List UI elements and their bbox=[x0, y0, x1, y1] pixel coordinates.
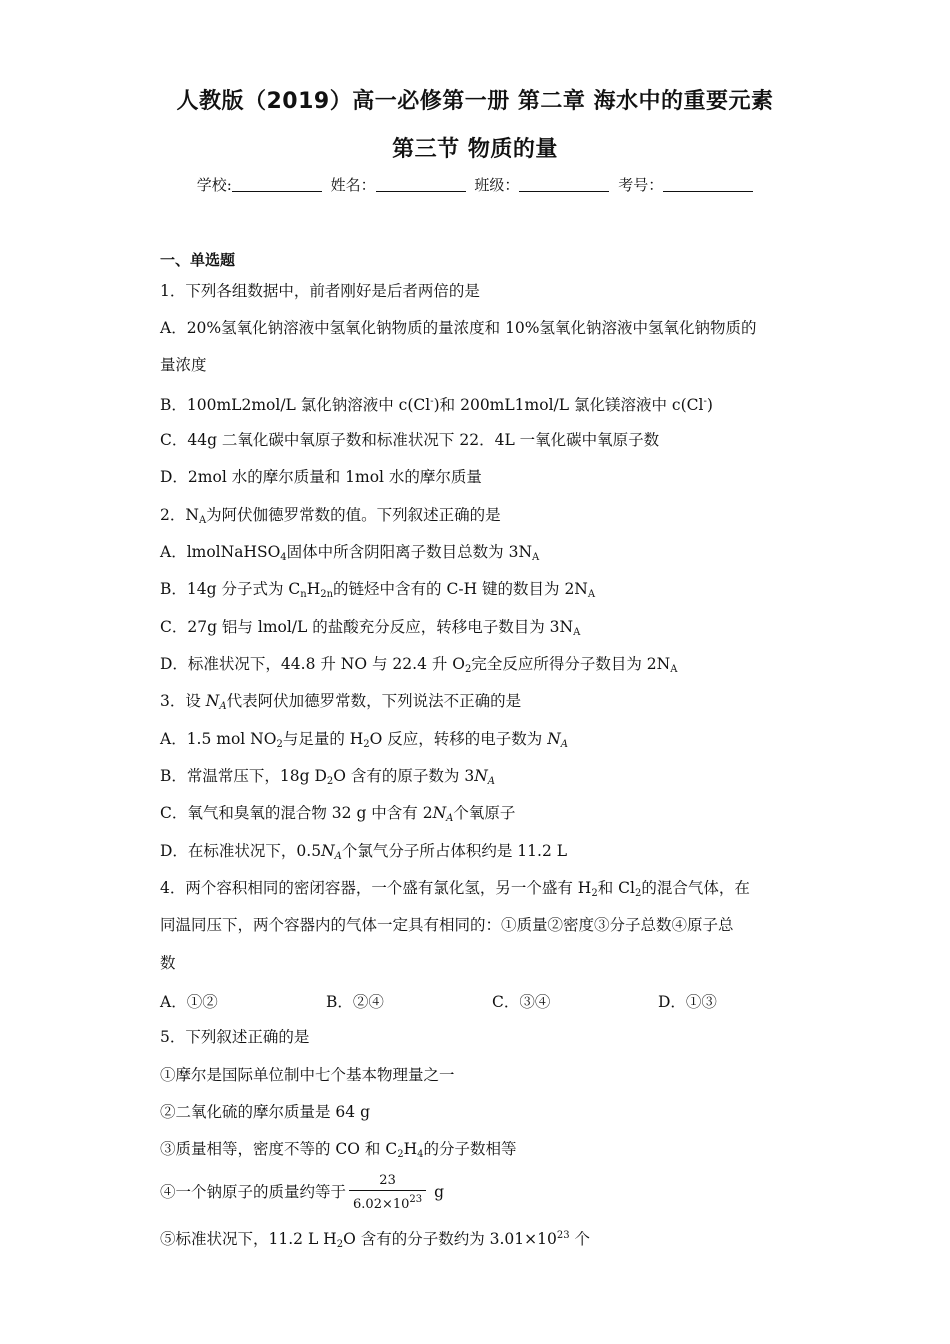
q3-option-d: D．在标准状况下，$0.5N_A$个氯气分子所占体积约是 11.2 L bbox=[160, 842, 568, 862]
q3-option-a: A．1.5 mol $NO_2$与足量的 $H_2O$ 反应，转移的电子数为 $N_A$ bbox=[160, 730, 569, 750]
q1-stem: 1．下列各组数据中，前者刚好是后者两倍的是 bbox=[160, 282, 480, 300]
q1-option-a-line2: 量浓度 bbox=[160, 356, 207, 374]
q4-option-b: B．②④ bbox=[326, 993, 384, 1011]
q2-option-a: A．lmolNaHSO$_4$固体中所含阴阳离子数目总数为 $3N_A$ bbox=[160, 543, 540, 563]
q5-statement-4: ④一个钠原子的质量约等于 $\frac{23}{6.02\times 10^{23}}$ g bbox=[160, 1173, 444, 1212]
q4-stem-line3: 数 bbox=[160, 954, 176, 972]
q4-option-a: A．①② bbox=[160, 993, 218, 1011]
exam-number-field[interactable] bbox=[663, 177, 753, 192]
q1-option-b: B．100mL2mol/L 氯化钠溶液中 c(Cl-)和 200mL1mol/L 氯化镁溶液中 c(Cl-) bbox=[160, 396, 713, 414]
q2-option-b: B．14g 分子式为 $C_nH_{2n}$的链烃中含有的 C-H 键的数目为 $2N_A$ bbox=[160, 580, 596, 600]
class-label: 班级： bbox=[474, 176, 520, 194]
q5-statement-5: ⑤标准状况下，11.2 L $H_2O$ 含有的分子数约为 $3.01\times 10^{23}$ 个 bbox=[160, 1230, 591, 1250]
q5-statement-3: ③质量相等，密度不等的 CO 和 $C_2H_4$的分子数相等 bbox=[160, 1140, 517, 1160]
q4-option-d: D．①③ bbox=[658, 993, 717, 1011]
q1-option-a-line1: A．20%氢氧化钠溶液中氢氧化钠物质的量浓度和 10%氢氧化钠溶液中氢氧化钠物质的 bbox=[160, 319, 757, 337]
q2-option-c: C．27g 铝与 lmol/L 的盐酸充分反应，转移电子数目为 $3N_A$ bbox=[160, 618, 581, 638]
fraction: $\frac{23}{6.02\times 10^{23}}$ bbox=[349, 1172, 426, 1214]
q5-statement-1: ①摩尔是国际单位制中七个基本物理量之一 bbox=[160, 1066, 455, 1084]
q2-stem: 2．$N_A$为阿伏伽德罗常数的值。下列叙述正确的是 bbox=[160, 506, 501, 526]
student-info-line bbox=[0, 174, 950, 195]
document-title: 人教版（2019）高一必修第一册 第二章 海水中的重要元素 bbox=[176, 89, 774, 114]
q4-option-c: C．③④ bbox=[492, 993, 551, 1011]
q3-stem: 3．设 $N_A$代表阿伏加德罗常数，下列说法不正确的是 bbox=[160, 692, 522, 712]
name-label: 姓名： bbox=[330, 176, 376, 194]
q2-option-d: D．标准状况下，44.8 升 NO 与 22.4 升 $O_2$完全反应所得分子数目为 $2N_A$ bbox=[160, 655, 678, 675]
q4-stem-line2: 同温同压下，两个容器内的气体一定具有相同的：①质量②密度③分子总数④原子总 bbox=[160, 916, 734, 934]
section-title: 一、单选题 bbox=[160, 251, 236, 269]
q3-option-c: C．氧气和臭氧的混合物 32 g 中含有 $2N_A$个氧原子 bbox=[160, 804, 516, 824]
document-subtitle: 第三节 物质的量 bbox=[392, 137, 558, 162]
q1-option-d: D．2mol 水的摩尔质量和 1mol 水的摩尔质量 bbox=[160, 468, 482, 486]
q4-stem-line1: 4．两个容积相同的密闭容器，一个盛有氯化氢，另一个盛有 $H_2$和 $Cl_2$的混合气体，在 bbox=[160, 879, 750, 899]
school-field[interactable] bbox=[232, 177, 322, 192]
q1-option-c: C．44g 二氧化碳中氧原子数和标准状况下 22．4L 一氧化碳中氧原子数 bbox=[160, 431, 660, 449]
exam-number-label: 考号： bbox=[618, 176, 664, 194]
school-label: 学校: bbox=[196, 176, 232, 194]
q5-statement-2: ②二氧化硫的摩尔质量是 64 g bbox=[160, 1103, 371, 1121]
q5-stem: 5．下列叙述正确的是 bbox=[160, 1028, 310, 1046]
class-field[interactable] bbox=[519, 177, 609, 192]
q3-option-b: B．常温常压下，18g $D_2O$ 含有的原子数为 $3N_A$ bbox=[160, 767, 495, 787]
name-field[interactable] bbox=[376, 177, 466, 192]
